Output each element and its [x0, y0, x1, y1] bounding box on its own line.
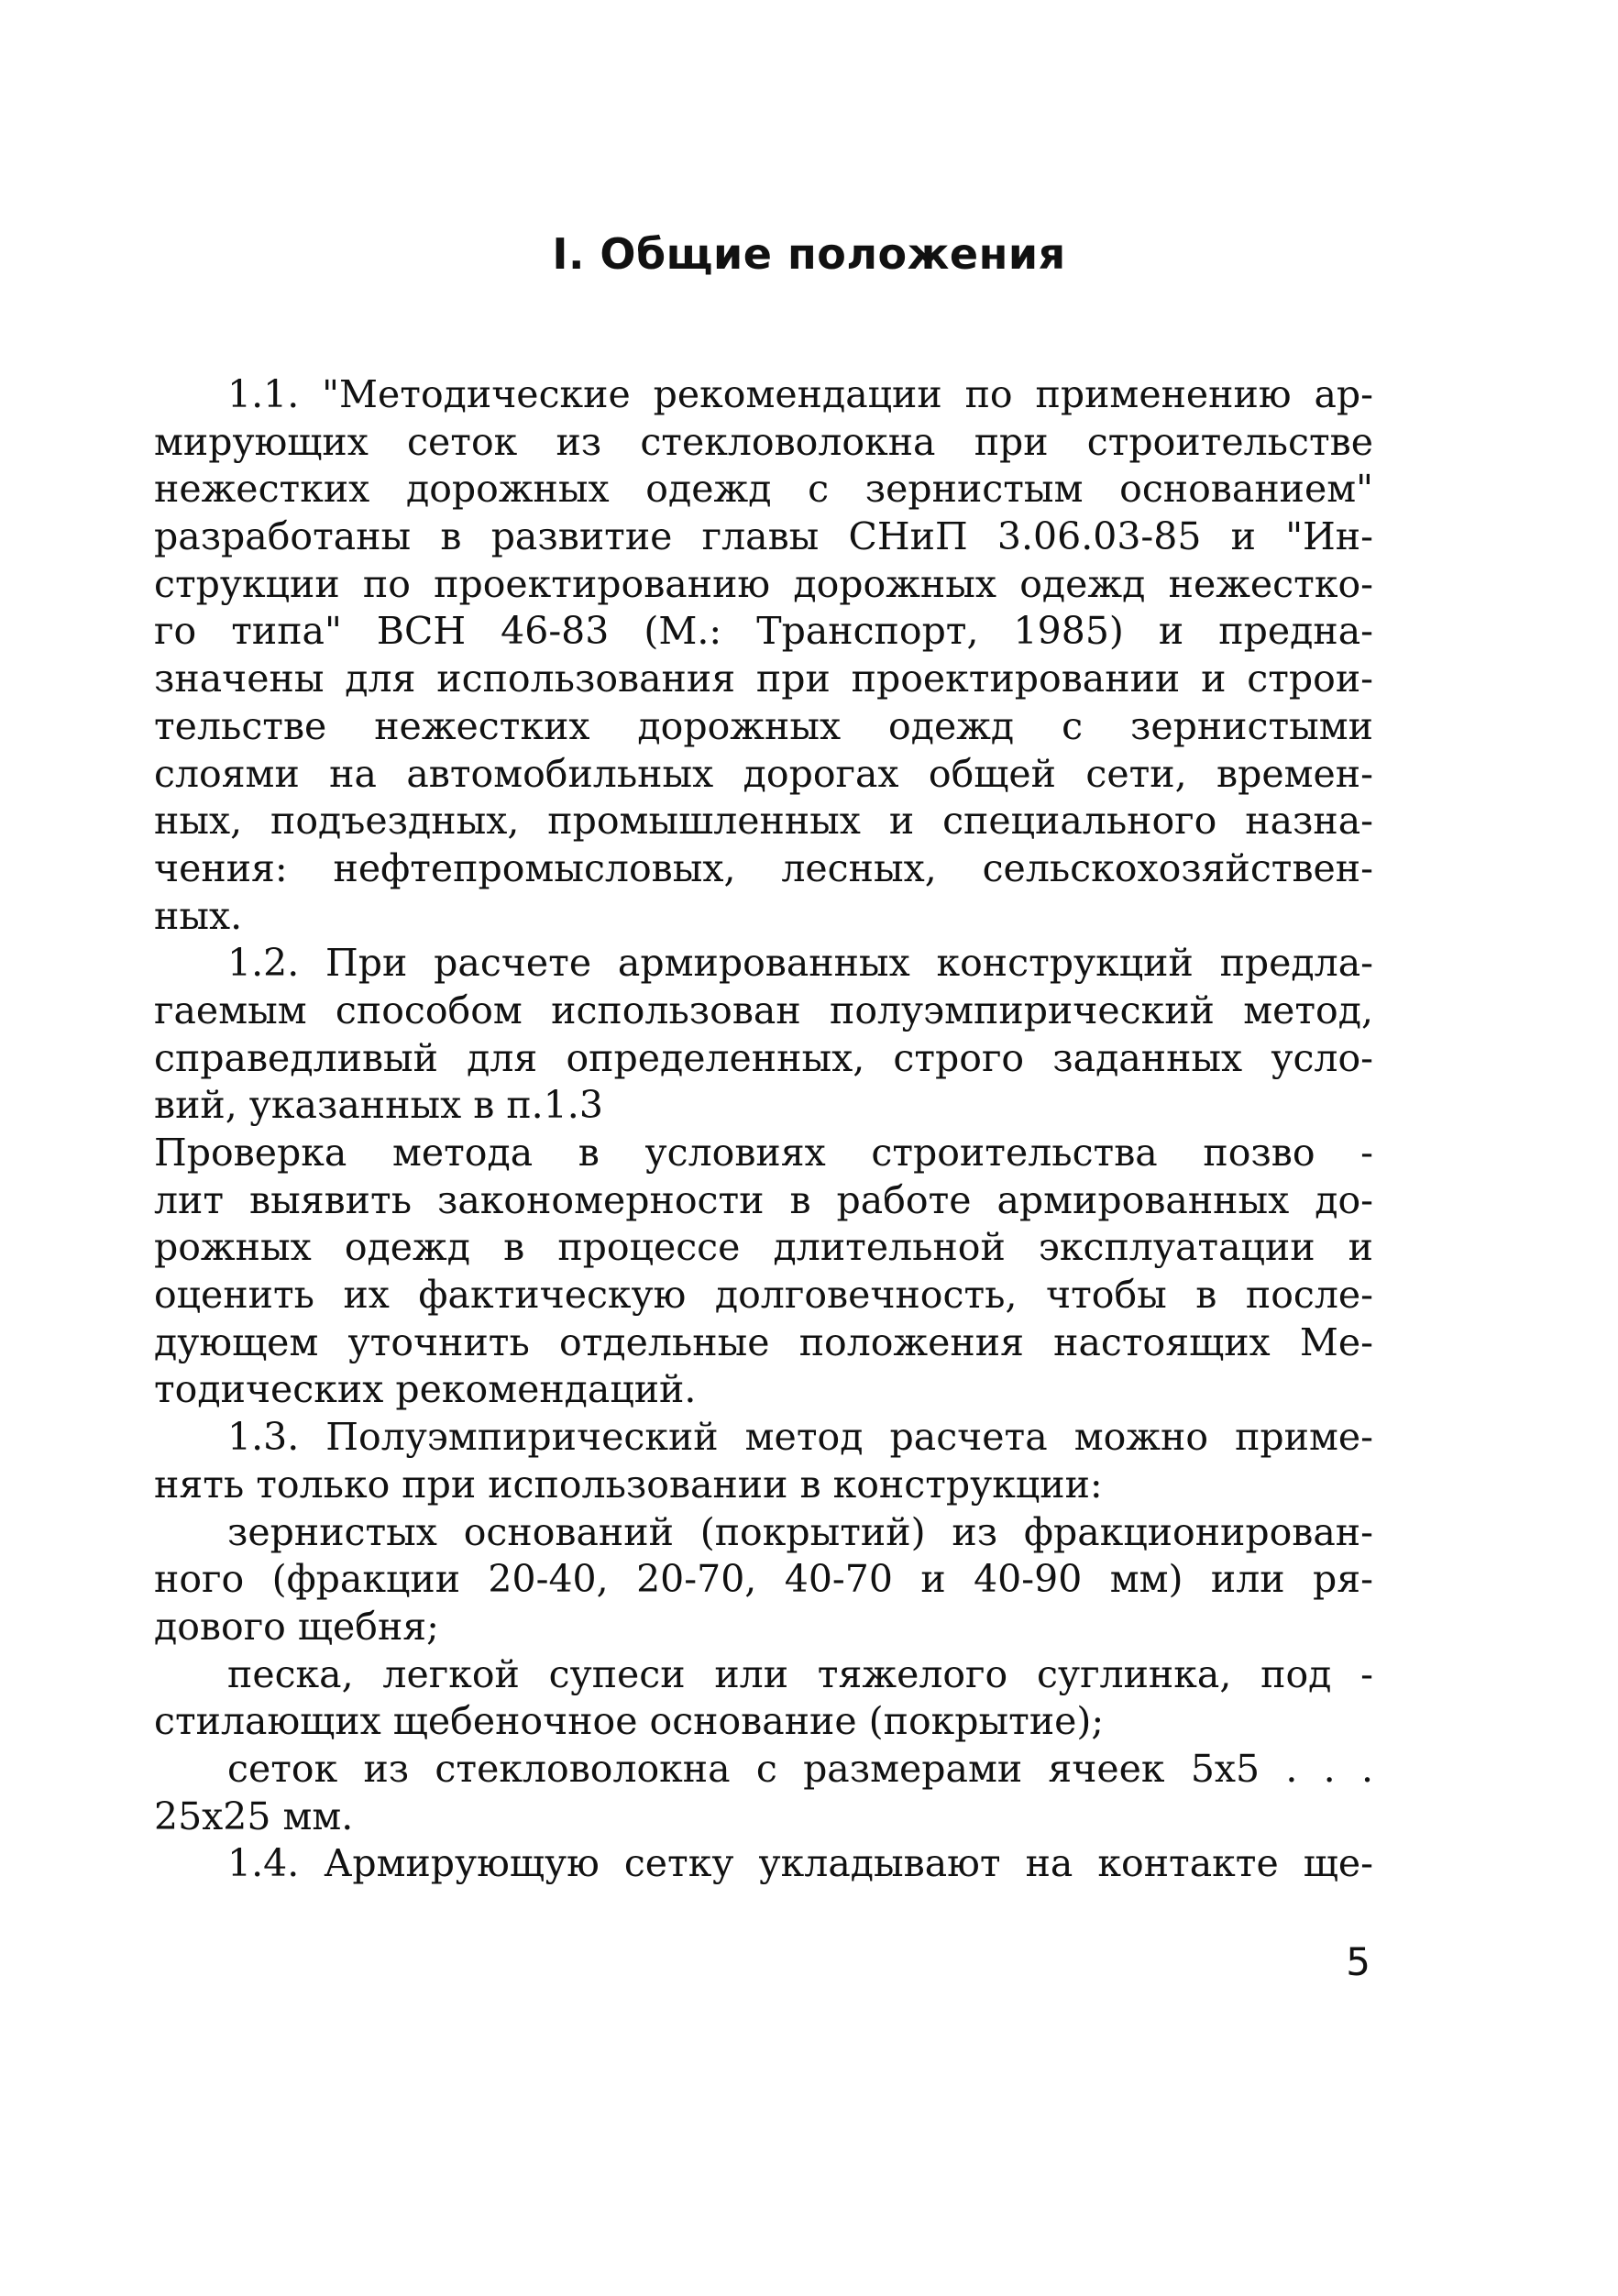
text-line: тодических рекомендаций. [154, 1367, 697, 1412]
text-line: нять только при использовании в конструкции: [154, 1462, 1103, 1507]
text-line: слоями на автомобильных дорогах общей сети, времен- [154, 751, 1373, 796]
text-line: 1.1. "Методические рекомендации по применению ар- [227, 372, 1373, 416]
text-line: сеток из стекловолокна с размерами ячеек 5х5 . . . [227, 1746, 1373, 1791]
text-line: справедливый для определенных, строго заданных усло- [154, 1035, 1373, 1080]
text-line: значены для использования при проектировании и строи- [154, 657, 1373, 701]
text-line: ного (фракции 20-40, 20-70, 40-70 и 40-90 мм) или ря- [154, 1557, 1373, 1602]
text-line: мирующих сеток из стекловолокна при строительстве [154, 419, 1373, 464]
text-line: рожных одежд в процессе длительной эксплуатации и [154, 1225, 1373, 1270]
page-number: 5 [1346, 1939, 1370, 1984]
body-text [154, 371, 1373, 1888]
text-line: песка, легкой супеси или тяжелого суглинка, под - [227, 1651, 1373, 1696]
text-line: 1.3. Полуэмпирический метод расчета можно приме- [227, 1415, 1373, 1460]
text-line: гаемым способом использован полуэмпирический метод, [154, 988, 1373, 1032]
text-line: дующем уточнить отдельные положения настоящих Ме- [154, 1319, 1373, 1364]
text-line: го типа" ВСН 46-83 (М.: Транспорт, 1985) и предна- [154, 609, 1373, 654]
text-line: струкции по проектированию дорожных одежд нежестко- [154, 561, 1373, 606]
text-line: дового щебня; [154, 1604, 439, 1649]
text-line: разработаны в развитие главы СНиП 3.06.03-85 и "Ин- [154, 514, 1373, 559]
text-line: 1.2. При расчете армированных конструкций предла- [227, 941, 1373, 986]
section-title: I. Общие положения [552, 229, 1066, 279]
text-line: вий, указанных в п.1.3 [154, 1083, 603, 1128]
text-line: стилающих щебеночное основание (покрытие); [154, 1699, 1105, 1744]
text-line: зернистых оснований (покрытий) из фракционирован- [227, 1509, 1373, 1554]
text-line: Проверка метода в условиях строительства позво - [154, 1131, 1373, 1175]
text-line: 1.4. Армирующую сетку укладывают на контакте ще- [227, 1841, 1373, 1886]
text-line: нежестких дорожных одежд с зернистым основанием" [154, 467, 1373, 512]
text-line: оценить их фактическую долговечность, чтобы в после- [154, 1273, 1373, 1318]
text-line: 25х25 мм. [154, 1794, 354, 1838]
text-line: ных, подъездных, промышленных и специального назна- [154, 799, 1373, 844]
text-line: тельстве нежестких дорожных одежд с зернистыми [154, 703, 1373, 748]
text-line: лит выявить закономерности в работе армированных до- [154, 1177, 1373, 1222]
text-line: чения: нефтепромысловых, лесных, сельскохозяйствен- [154, 845, 1373, 890]
text-line: ных. [154, 893, 243, 938]
